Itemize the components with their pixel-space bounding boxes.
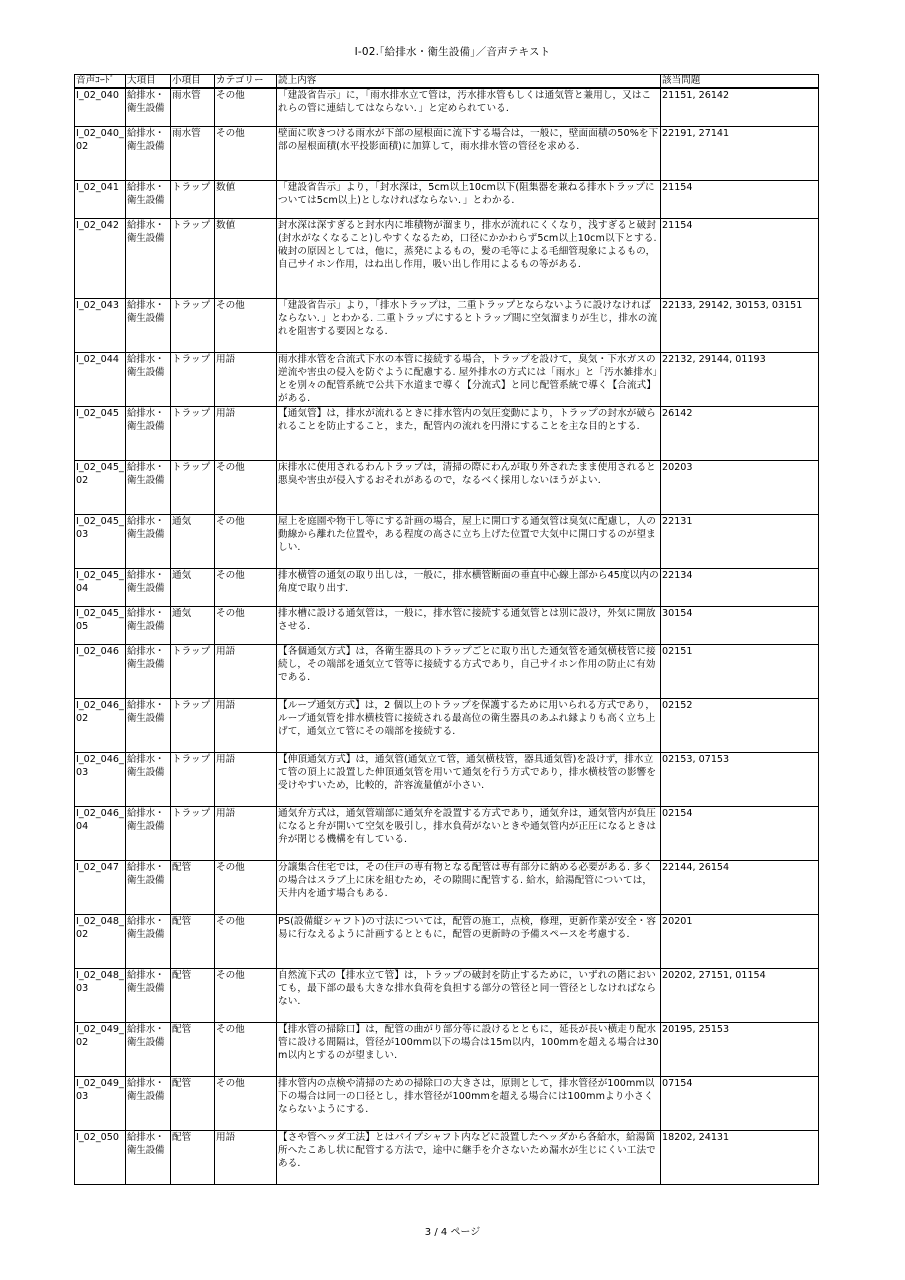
cell-minor: トラップ bbox=[171, 218, 215, 298]
cell-related: 30154 bbox=[661, 606, 819, 644]
cell-category: 用語 bbox=[215, 698, 277, 752]
cell-code: I_02_045_02 bbox=[75, 460, 126, 514]
cell-major: 給排水・衛生設備 bbox=[126, 352, 171, 406]
cell-code: I_02_045_03 bbox=[75, 514, 126, 568]
cell-text: 【伸頂通気方式】は，通気管(通気立て管，通気横枝管，器具通気管)を設けず，排水立て管の頂上に設置した伸頂通気管を用いて通気を行う方式であり，排水横枝管の影響を受けやすいため，比較的，許容流量値が小さい． bbox=[277, 752, 661, 806]
cell-category: その他 bbox=[215, 126, 277, 180]
table-row bbox=[75, 88, 819, 126]
page-title: Ⅰ-02.｢給排水・衛生設備｣／音声テキスト bbox=[354, 46, 551, 58]
cell-related: 22132, 29144, 01193 bbox=[661, 352, 819, 406]
cell-minor: 通気 bbox=[171, 568, 215, 606]
cell-category: 用語 bbox=[215, 1130, 277, 1184]
cell-category: 数値 bbox=[215, 218, 277, 298]
cell-text: 封水深は深すぎると封水内に堆積物が溜まり，排水が流れにくくなり，浅すぎると破封(封水がなくなること)しやすくなるため，口径にかかわらず5cm以上10cm以下とする. 破封の原因としては，他に，蒸発によるもの，髪の毛等による毛細管現象によるもの，自己サイホン作用，はね出し作用，吸い出し作用によるもの等がある． bbox=[277, 218, 661, 298]
cell-text: 【排水管の掃除口】は，配管の曲がり部分等に設けるとともに，延長が長い横走り配水管に設ける間隔は，管径が100mm以下の場合は15m以内，100mmを超える場合は30m以内とするのが望ましい． bbox=[277, 1022, 661, 1076]
table-row bbox=[75, 752, 819, 806]
cell-text: 排水槽に設ける通気管は，一般に，排水管に接続する通気管とは別に設け，外気に開放させる． bbox=[277, 606, 661, 644]
cell-code: I_02_044 bbox=[75, 352, 126, 406]
table-row bbox=[75, 968, 819, 1022]
cell-code: I_02_050 bbox=[75, 1130, 126, 1184]
cell-major: 給排水・衛生設備 bbox=[126, 1130, 171, 1184]
header-major: 大項目 bbox=[126, 75, 171, 89]
cell-minor: 配管 bbox=[171, 1130, 215, 1184]
table-row bbox=[75, 218, 819, 298]
cell-minor: トラップ bbox=[171, 406, 215, 460]
cell-text: 【各個通気方式】は，各衛生器具のトラップごとに取り出した通気管を通気横枝管に接続し，その端部を通気立て管等に接続する方式であり，自己サイホン作用の防止に有効である． bbox=[277, 644, 661, 698]
cell-text: 通気弁方式は，通気管端部に通気弁を設置する方式であり，通気弁は，通気管内が負圧になると弁が開いて空気を吸引し，排水負荷がないときや通気管内が正圧になるときは弁が閉じる機構を有している． bbox=[277, 806, 661, 860]
table-row bbox=[75, 644, 819, 698]
cell-text: 【通気管】は，排水が流れるときに排水管内の気圧変動により，トラップの封水が破られることを防止すること，また，配管内の流れを円滑にすることを主な目的とする． bbox=[277, 406, 661, 460]
cell-text: 壁面に吹きつける雨水が下部の屋根面に流下する場合は，一般に，壁面面積の50%を下部の屋根面積(水平投影面積)に加算して，雨水排水管の管径を求める． bbox=[277, 126, 661, 180]
cell-major: 給排水・衛生設備 bbox=[126, 698, 171, 752]
cell-text: 分譲集合住宅では，その住戸の専有物となる配管は専有部分に納める必要がある. 多くの場合はスラブ上に床を組むため，その隙間に配管する. 給水，給湯配管については，天井内を通す場合もある． bbox=[277, 860, 661, 914]
cell-related: 20201 bbox=[661, 914, 819, 968]
header-related: 該当問題 bbox=[661, 75, 819, 89]
cell-text: 自然流下式の【排水立て管】は，トラップの破封を防止するために，いずれの階においても，最下部の最も大きな排水負荷を負担する部分の管径と同一管径としなければならない． bbox=[277, 968, 661, 1022]
cell-major: 給排水・衛生設備 bbox=[126, 514, 171, 568]
cell-code: I_02_045 bbox=[75, 406, 126, 460]
cell-category: その他 bbox=[215, 1076, 277, 1130]
cell-minor: 通気 bbox=[171, 514, 215, 568]
cell-major: 給排水・衛生設備 bbox=[126, 914, 171, 968]
cell-category: 用語 bbox=[215, 406, 277, 460]
cell-category: 用語 bbox=[215, 352, 277, 406]
page-footer: 3 / 4 ページ bbox=[424, 1227, 481, 1238]
table-row bbox=[75, 1076, 819, 1130]
header-code: 音声ｺｰﾄﾞ bbox=[75, 75, 126, 89]
cell-text: 「建設省告示」より，「封水深は，5cm以上10cm以下(阻集器を兼ねる排水トラップについては5cm以上)としなければならない．」とわかる． bbox=[277, 180, 661, 218]
cell-category: その他 bbox=[215, 860, 277, 914]
cell-code: I_02_048_03 bbox=[75, 968, 126, 1022]
cell-related: 02153, 07153 bbox=[661, 752, 819, 806]
cell-related: 22133, 29142, 30153, 03151 bbox=[661, 298, 819, 352]
cell-related: 20203 bbox=[661, 460, 819, 514]
table-row bbox=[75, 126, 819, 180]
table-row bbox=[75, 1130, 819, 1184]
cell-code: I_02_049_03 bbox=[75, 1076, 126, 1130]
cell-major: 給排水・衛生設備 bbox=[126, 644, 171, 698]
cell-text: 「建設省告示」に，「雨水排水立て管は，汚水排水管もしくは通気管と兼用し，又はこれらの管に連結してはならない．」と定められている． bbox=[277, 88, 661, 126]
header-minor: 小項目 bbox=[171, 75, 215, 89]
cell-related: 26142 bbox=[661, 406, 819, 460]
cell-code: I_02_048_02 bbox=[75, 914, 126, 968]
cell-code: I_02_046_02 bbox=[75, 698, 126, 752]
cell-category: その他 bbox=[215, 460, 277, 514]
cell-major: 給排水・衛生設備 bbox=[126, 126, 171, 180]
cell-major: 給排水・衛生設備 bbox=[126, 568, 171, 606]
cell-minor: トラップ bbox=[171, 352, 215, 406]
table-row bbox=[75, 1022, 819, 1076]
cell-code: I_02_046 bbox=[75, 644, 126, 698]
cell-minor: 配管 bbox=[171, 914, 215, 968]
cell-code: I_02_045_04 bbox=[75, 568, 126, 606]
table-row bbox=[75, 606, 819, 644]
cell-related: 22144, 26154 bbox=[661, 860, 819, 914]
cell-code: I_02_045_05 bbox=[75, 606, 126, 644]
cell-minor: トラップ bbox=[171, 806, 215, 860]
cell-minor: トラップ bbox=[171, 460, 215, 514]
cell-related: 02151 bbox=[661, 644, 819, 698]
cell-major: 給排水・衛生設備 bbox=[126, 88, 171, 126]
header-text: 読上内容 bbox=[277, 75, 661, 89]
cell-related: 02154 bbox=[661, 806, 819, 860]
cell-minor: 配管 bbox=[171, 1076, 215, 1130]
cell-code: I_02_043 bbox=[75, 298, 126, 352]
cell-related: 21151, 26142 bbox=[661, 88, 819, 126]
cell-related: 02152 bbox=[661, 698, 819, 752]
cell-major: 給排水・衛生設備 bbox=[126, 806, 171, 860]
cell-related: 18202, 24131 bbox=[661, 1130, 819, 1184]
table-row bbox=[75, 514, 819, 568]
cell-category: その他 bbox=[215, 968, 277, 1022]
cell-related: 07154 bbox=[661, 1076, 819, 1130]
cell-related: 22134 bbox=[661, 568, 819, 606]
cell-code: I_02_041 bbox=[75, 180, 126, 218]
cell-minor: 配管 bbox=[171, 860, 215, 914]
cell-code: I_02_047 bbox=[75, 860, 126, 914]
cell-minor: 配管 bbox=[171, 968, 215, 1022]
table-row bbox=[75, 180, 819, 218]
table-row bbox=[75, 352, 819, 406]
cell-minor: トラップ bbox=[171, 752, 215, 806]
cell-major: 給排水・衛生設備 bbox=[126, 460, 171, 514]
cell-major: 給排水・衛生設備 bbox=[126, 218, 171, 298]
table-row bbox=[75, 406, 819, 460]
cell-code: I_02_049_02 bbox=[75, 1022, 126, 1076]
cell-text: 排水横管の通気の取り出しは，一般に，排水横管断面の垂直中心線上部から45度以内の角度で取り出す． bbox=[277, 568, 661, 606]
cell-minor: トラップ bbox=[171, 180, 215, 218]
cell-text: PS(設備縦シャフト)の寸法については，配管の施工，点検，修理，更新作業が安全・容易に行なえるように計画するとともに，配管の更新時の予備スペースを考慮する． bbox=[277, 914, 661, 968]
question-table bbox=[74, 74, 819, 1185]
cell-code: I_02_046_03 bbox=[75, 752, 126, 806]
table-row bbox=[75, 806, 819, 860]
cell-code: I_02_040_02 bbox=[75, 126, 126, 180]
cell-text: 「建設省告示」より，「排水トラップは，二重トラップとならないように設けなければならない．」とわかる. 二重トラップにするとトラップ間に空気溜まりが生じ，排水の流れを阻害する要因となる． bbox=[277, 298, 661, 352]
cell-minor: 通気 bbox=[171, 606, 215, 644]
cell-related: 21154 bbox=[661, 218, 819, 298]
cell-major: 給排水・衛生設備 bbox=[126, 1076, 171, 1130]
header-category: カテゴリー bbox=[215, 75, 277, 89]
cell-category: その他 bbox=[215, 568, 277, 606]
cell-code: I_02_046_04 bbox=[75, 806, 126, 860]
table-row bbox=[75, 698, 819, 752]
cell-category: 用語 bbox=[215, 644, 277, 698]
cell-category: その他 bbox=[215, 1022, 277, 1076]
cell-minor: トラップ bbox=[171, 644, 215, 698]
cell-related: 20202, 27151, 01154 bbox=[661, 968, 819, 1022]
cell-category: その他 bbox=[215, 514, 277, 568]
cell-text: 【ループ通気方式】は，2 個以上のトラップを保護するために用いられる方式であり，ループ通気管を排水横枝管に接続される最高位の衛生器具のあふれ縁よりも高く立ち上げて，通気立て管にその端部を接続する． bbox=[277, 698, 661, 752]
table-row bbox=[75, 914, 819, 968]
cell-major: 給排水・衛生設備 bbox=[126, 860, 171, 914]
cell-major: 給排水・衛生設備 bbox=[126, 1022, 171, 1076]
cell-major: 給排水・衛生設備 bbox=[126, 180, 171, 218]
cell-minor: 配管 bbox=[171, 1022, 215, 1076]
table-row bbox=[75, 860, 819, 914]
cell-major: 給排水・衛生設備 bbox=[126, 968, 171, 1022]
cell-related: 20195, 25153 bbox=[661, 1022, 819, 1076]
cell-text: 雨水排水管を合流式下水の本管に接続する場合，トラップを設けて，臭気・下水ガスの逆流や害虫の侵入を防ぐように配慮する. 屋外排水の方式には「雨水」と「汚水雑排水」とを別々の配管系統で公共下水道まで導く【分流式】と同じ配管系統で導く【合流式】がある． bbox=[277, 352, 661, 406]
cell-major: 給排水・衛生設備 bbox=[126, 606, 171, 644]
cell-category: その他 bbox=[215, 606, 277, 644]
cell-category: 数値 bbox=[215, 180, 277, 218]
cell-text: 床排水に使用されるわんトラップは，清掃の際にわんが取り外されたまま使用されると悪臭や害虫が侵入するおそれがあるので，なるべく採用しないほうがよい． bbox=[277, 460, 661, 514]
cell-category: 用語 bbox=[215, 806, 277, 860]
cell-category: その他 bbox=[215, 88, 277, 126]
cell-category: その他 bbox=[215, 914, 277, 968]
cell-related: 21154 bbox=[661, 180, 819, 218]
cell-category: その他 bbox=[215, 298, 277, 352]
cell-related: 22131 bbox=[661, 514, 819, 568]
cell-minor: トラップ bbox=[171, 698, 215, 752]
cell-minor: 雨水管 bbox=[171, 126, 215, 180]
cell-related: 22191, 27141 bbox=[661, 126, 819, 180]
cell-category: 用語 bbox=[215, 752, 277, 806]
cell-code: I_02_040 bbox=[75, 88, 126, 126]
cell-text: 屋上を庭園や物干し等にする計画の場合，屋上に開口する通気管は臭気に配慮し，人の動線から離れた位置や，ある程度の高さに立ち上げた位置で大気中に開口するのが望ましい． bbox=[277, 514, 661, 568]
cell-text: 【さや管ヘッダ工法】とはパイプシャフト内などに設置したヘッダから各給水，給湯箇所へたこあし状に配管する方法で，途中に継手を介さないため漏水が生じにくい工法である． bbox=[277, 1130, 661, 1184]
table-header-row bbox=[75, 75, 819, 89]
cell-major: 給排水・衛生設備 bbox=[126, 298, 171, 352]
cell-code: I_02_042 bbox=[75, 218, 126, 298]
table-row bbox=[75, 460, 819, 514]
cell-minor: 雨水管 bbox=[171, 88, 215, 126]
cell-text: 排水管内の点検や清掃のための掃除口の大きさは，原則として，排水管径が100mm以下の場合は同一の口径とし，排水管径が100mmを超える場合には100mmより小さくならないようにする． bbox=[277, 1076, 661, 1130]
table-row bbox=[75, 298, 819, 352]
table-row bbox=[75, 568, 819, 606]
cell-minor: トラップ bbox=[171, 298, 215, 352]
cell-major: 給排水・衛生設備 bbox=[126, 406, 171, 460]
cell-major: 給排水・衛生設備 bbox=[126, 752, 171, 806]
